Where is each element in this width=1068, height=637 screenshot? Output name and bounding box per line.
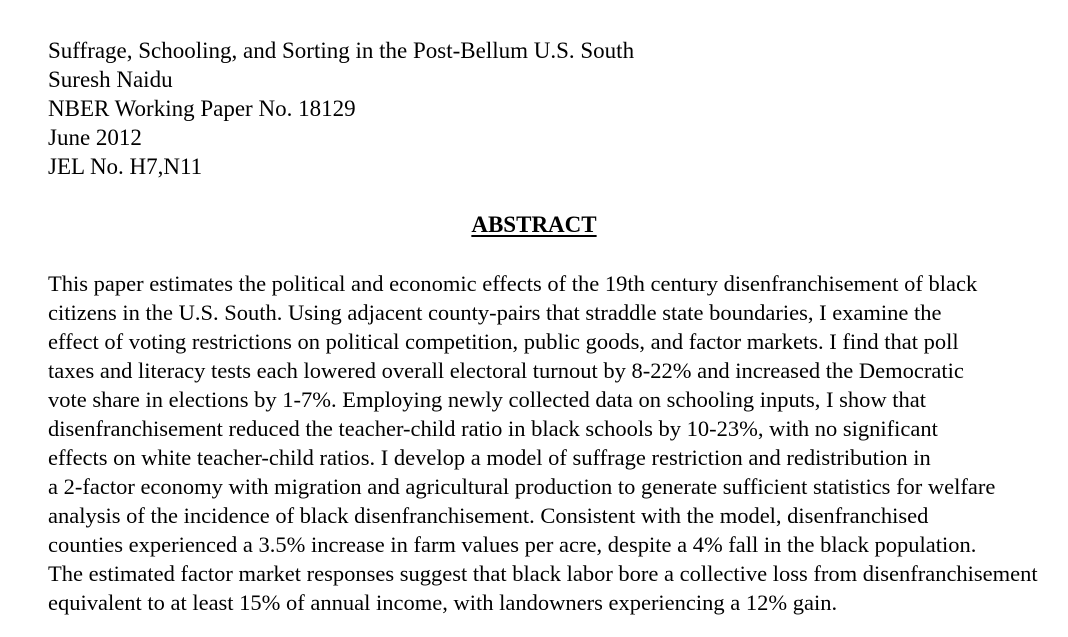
abstract-line: counties experienced a 3.5% increase in farm values per acre, despite a 4% fall in the black population. [48, 532, 977, 557]
paper-series: NBER Working Paper No. 18129 [48, 96, 356, 121]
abstract-body [48, 269, 1038, 617]
abstract-line: effect of voting restrictions on political competition, public goods, and factor markets. I find that poll [48, 329, 959, 354]
abstract-line: effects on white teacher-child ratios. I develop a model of suffrage restriction and redistribution in [48, 445, 931, 470]
paper-title: Suffrage, Schooling, and Sorting in the Post-Bellum U.S. South [48, 38, 635, 63]
abstract-line: This paper estimates the political and economic effects of the 19th century disenfranchisement of black [48, 271, 978, 296]
abstract-line: vote share in elections by 1-7%. Employing newly collected data on schooling inputs, I show that [48, 387, 926, 412]
paper-jel-codes: JEL No. H7,N11 [48, 154, 203, 179]
abstract-heading: ABSTRACT [471, 212, 597, 237]
abstract-line: citizens in the U.S. South. Using adjacent county-pairs that straddle state boundaries, I examine the [48, 300, 942, 325]
paper-author: Suresh Naidu [48, 67, 173, 92]
abstract-line: disenfranchisement reduced the teacher-child ratio in black schools by 10-23%, with no significant [48, 416, 938, 441]
paper-date: June 2012 [48, 125, 142, 150]
abstract-line: taxes and literacy tests each lowered overall electoral turnout by 8-22% and increased the Democratic [48, 358, 964, 383]
paper-header [48, 36, 634, 181]
abstract-line: equivalent to at least 15% of annual income, with landowners experiencing a 12% gain. [48, 590, 838, 615]
abstract-line: analysis of the incidence of black disenfranchisement. Consistent with the model, disenfranchised [48, 503, 929, 528]
abstract-line: The estimated factor market responses suggest that black labor bore a collective loss from disenfranchisement [48, 561, 1038, 586]
abstract-line: a 2-factor economy with migration and agricultural production to generate sufficient statistics for welfare [48, 474, 996, 499]
